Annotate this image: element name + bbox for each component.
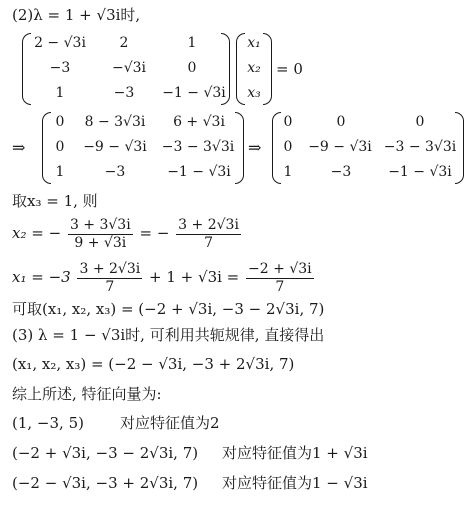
- summary-row-desc: 对应特征值为1 − √3i: [222, 474, 368, 492]
- matrix-cell: −1 − √3i: [162, 85, 226, 101]
- fraction-numerator: 3 + 2√3i: [79, 260, 141, 277]
- matrix-2: [42, 112, 244, 184]
- matrix-cell: −√3i: [111, 60, 147, 76]
- matrix-1: [22, 33, 230, 105]
- matrix-cell: 2: [119, 35, 129, 51]
- vector-x: [236, 33, 272, 105]
- matrix-cell: 1: [55, 85, 65, 101]
- x2-equation: [12, 212, 243, 254]
- fraction-denominator: 7: [275, 278, 285, 295]
- matrix-cell: −9 − √3i: [308, 139, 372, 155]
- summary-row-desc: 对应特征值为1 + √3i: [222, 444, 368, 462]
- matrix-cell: −3: [113, 85, 135, 101]
- x1-equation: [12, 256, 316, 298]
- left-bracket: [42, 112, 51, 184]
- matrix-3: [272, 112, 464, 184]
- matrix-cell: −3: [49, 60, 71, 76]
- matrix-cell: 0: [283, 114, 293, 130]
- matrix-cell: 0: [336, 114, 346, 130]
- matrix-cell: 6 + √3i: [173, 114, 225, 130]
- fraction-denominator: 7: [204, 234, 214, 251]
- matrix-cell: 0: [187, 60, 197, 76]
- part3-result: (x₁, x₂, x₃) = (−2 − √3i, −3 + 2√3i, 7): [12, 355, 295, 373]
- matrix-cell: 1: [55, 164, 65, 180]
- summary-row-vector: (−2 − √3i, −3 + 2√3i, 7): [12, 474, 199, 492]
- vector-cell: x₂: [247, 60, 261, 76]
- vector-cell: x₃: [247, 85, 261, 101]
- fraction: [176, 217, 241, 252]
- fraction-denominator: 9 + √3i: [74, 234, 127, 251]
- take-x3-line: 取x₃ = 1, 则: [12, 192, 98, 210]
- fraction-numerator: 3 + 3√3i: [69, 216, 131, 233]
- choose-vector-line: 可取(x₁, x₂, x₃) = (−2 + √3i, −3 − 2√3i, 7): [12, 300, 325, 318]
- matrix-cell: −3 − 3√3i: [161, 139, 235, 155]
- matrix-cell: 0: [55, 114, 65, 130]
- fraction-numerator: 3 + 2√3i: [178, 216, 239, 233]
- fraction: [68, 217, 133, 252]
- matrix-cell: 0: [283, 139, 293, 155]
- left-bracket: [22, 33, 31, 105]
- x2-lhs: x₂ = −: [12, 224, 62, 242]
- x2-mid: = −: [139, 224, 170, 242]
- matrix-cell: 8 − 3√3i: [84, 114, 146, 130]
- summary-row-desc: 对应特征值为2: [120, 414, 220, 432]
- x1-mid: + 1 + √3i =: [149, 268, 240, 286]
- implies-arrow: ⇒: [12, 138, 26, 157]
- matrix-cell: −1 − √3i: [388, 164, 452, 180]
- vector-cell: x₁: [247, 35, 261, 51]
- matrix-cell: 2 − √3i: [34, 35, 86, 51]
- matrix-cell: 0: [415, 114, 425, 130]
- matrix-cell: −3: [330, 164, 352, 180]
- fraction: [77, 261, 142, 296]
- fraction: [246, 261, 314, 296]
- matrix-cell: −1 − √3i: [167, 164, 231, 180]
- x1-lhs: x₁ = −3: [12, 268, 71, 286]
- matrix-cell: 1: [187, 35, 197, 51]
- matrix-cell: 1: [283, 164, 293, 180]
- fraction-numerator: −2 + √3i: [248, 260, 312, 277]
- fraction-denominator: 7: [105, 278, 115, 295]
- matrix-cell: 0: [55, 139, 65, 155]
- summary-title: 综上所述, 特征向量为:: [12, 385, 162, 403]
- part2-header: (2)λ = 1 + √3i时,: [12, 6, 141, 24]
- matrix-cell: −9 − √3i: [83, 139, 147, 155]
- matrix-cell: −3: [104, 164, 126, 180]
- equals-zero: = 0: [276, 60, 303, 78]
- matrix-cell: −3 − 3√3i: [383, 139, 457, 155]
- summary-row-vector: (−2 + √3i, −3 − 2√3i, 7): [12, 444, 199, 462]
- part3-header: (3) λ = 1 − √3i时, 可利用共轭规律, 直接得出: [12, 326, 325, 344]
- summary-row-vector: (1, −3, 5): [12, 414, 84, 432]
- implies-arrow: ⇒: [248, 138, 262, 157]
